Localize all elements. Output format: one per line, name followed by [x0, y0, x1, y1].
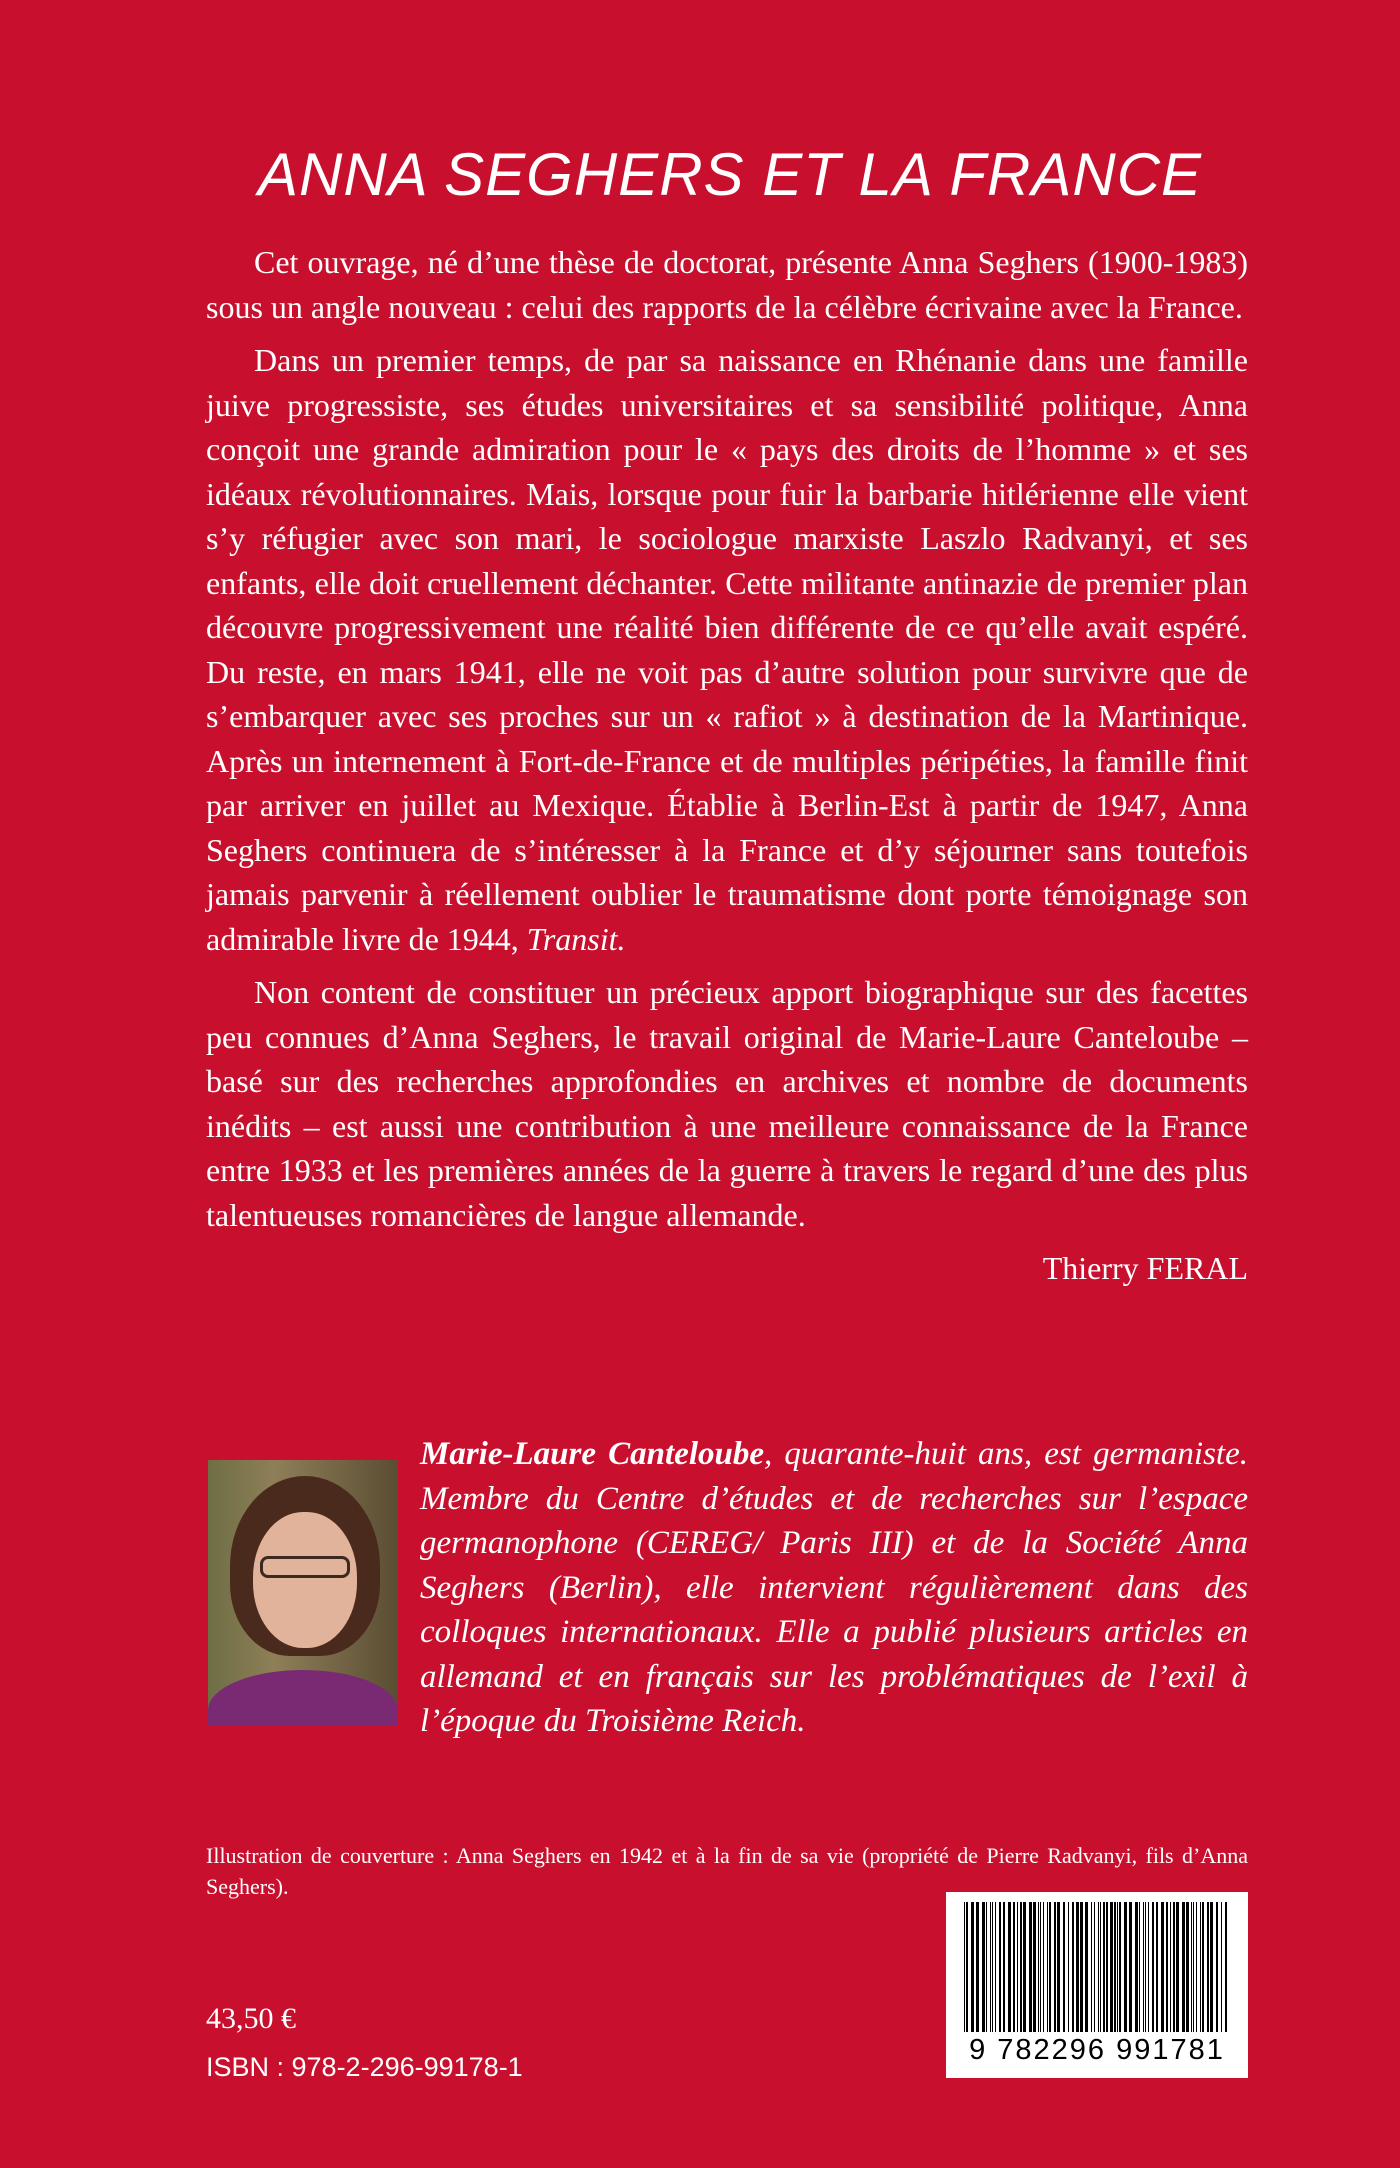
barcode-bar [1047, 1902, 1048, 2032]
barcode-bar [1135, 1902, 1138, 2032]
barcode-bar [999, 1902, 1001, 2032]
barcode-bar [1103, 1902, 1105, 2032]
barcode-bar [1054, 1902, 1056, 2032]
transit-title: Transit. [526, 920, 626, 957]
barcode-bar [1110, 1902, 1113, 2032]
barcode-bar [1100, 1902, 1101, 2032]
barcode-bar [1200, 1902, 1201, 2032]
barcode-bar [1029, 1902, 1032, 2032]
barcode-bar [1221, 1902, 1222, 2032]
barcode-bar [990, 1902, 991, 2032]
paragraph-1: Cet ouvrage, né d’une thèse de doctorat, présente Anna Seghers (1900-1983) sous un angle nouveau : celui des rapports de la célèbre écrivaine avec la France. [206, 244, 1248, 325]
barcode-bar [1161, 1902, 1164, 2032]
barcode-bar [1193, 1902, 1194, 2032]
barcode-bar [1020, 1902, 1022, 2032]
signature: Thierry FERAL [1042, 1250, 1248, 1286]
barcode-bars [964, 1902, 1230, 2032]
barcode-bar [976, 1902, 979, 2032]
barcode-bar [1152, 1902, 1154, 2032]
barcode-bar [1068, 1902, 1069, 2032]
author-photo [208, 1460, 398, 1726]
barcode-bar [1166, 1902, 1168, 2032]
barcode-bar [1023, 1902, 1026, 2032]
barcode-bar [1091, 1902, 1092, 2032]
barcode-bar [1003, 1902, 1005, 2032]
paragraph-3: Non content de constituer un précieux apport biographique sur des facettes peu connues d’Anna Seghers, le travail original de Marie-Laure Canteloube – basé sur des recherches approfondies en archives et nombre de documents inédits – est aussi une contribution à une meilleure connaissance de la France entre 1933 et les premières années de la guerre à travers le regard d’une des plus talentueuses romancières de langue allemande. [206, 974, 1248, 1233]
barcode-bar [964, 1902, 965, 2032]
barcode-bar [1143, 1902, 1144, 2032]
barcode-bar [1063, 1902, 1065, 2032]
barcode-bar [1156, 1902, 1158, 2032]
barcode-bar [1202, 1902, 1204, 2032]
barcode-bar [966, 1902, 968, 2032]
back-cover-text [206, 240, 1248, 1291]
barcode-bar [971, 1902, 974, 2032]
barcode-bar [1040, 1902, 1041, 2032]
barcode-bar [1033, 1902, 1036, 2032]
barcode-bar [1196, 1902, 1197, 2032]
barcode-bar [1098, 1902, 1099, 2032]
price: 43,50 € [206, 2002, 296, 2035]
barcode-bar [1085, 1902, 1088, 2032]
barcode [946, 1892, 1248, 2078]
barcode-bar [1080, 1902, 1083, 2032]
barcode-bar [1114, 1902, 1116, 2032]
barcode-bar [1225, 1902, 1227, 2032]
barcode-bar [1191, 1902, 1192, 2032]
barcode-bar [1008, 1902, 1011, 2032]
barcode-bar [1094, 1902, 1095, 2032]
barcode-bar [1210, 1902, 1213, 2032]
barcode-bar [986, 1902, 987, 2032]
barcode-bar [1043, 1902, 1044, 2032]
author-bio [206, 1432, 1248, 1744]
barcode-bar [982, 1902, 985, 2032]
isbn: ISBN : 978-2-296-99178-1 [206, 2052, 523, 2082]
book-title: ANNA SEGHERS ET LA FRANCE [258, 141, 1203, 208]
barcode-bar [1049, 1902, 1051, 2032]
barcode-bar [995, 1902, 996, 2032]
author-name: Marie-Laure Canteloube [420, 1436, 764, 1472]
barcode-bar [1117, 1902, 1118, 2032]
barcode-bar [1186, 1902, 1189, 2032]
barcode-bar [1173, 1902, 1175, 2032]
barcode-bar [1057, 1902, 1060, 2032]
barcode-bar [1072, 1902, 1074, 2032]
barcode-bar [1182, 1902, 1185, 2032]
barcode-bar [1148, 1902, 1149, 2032]
barcode-bar [1207, 1902, 1209, 2032]
barcode-bar [1124, 1902, 1127, 2032]
barcode-bar [1013, 1902, 1015, 2032]
paragraph-2-text: Dans un premier temps, de par sa naissance en Rhénanie dans une famille juive progressiste, ses études universitaires et sa sensibilité politique, Anna conçoit une grande admiration pour le « pays des droits de l’homme » et ses idéaux révolutionnaires. Mais, lorsque pour fuir la barbarie hitlérienne elle vient s’y réfugier avec son mari, le sociologue marxiste Laszlo Radvanyi, et ses enfants, elle doit cruellement déchanter. Cette militante antinazie de premier plan découvre progressivement une réalité bien différente de ce qu’elle avait espéré. Du reste, en mars 1941, elle ne voit pas d’autre solution pour survivre que de s’embarquer avec ses proches sur un « rafiot » à destination de la Martinique. Après un internement à Fort-de-France et de multiples péripéties, la famille finit par arriver en juillet au Mexique. Établie à Berlin-Est à partir de 1947, Anna Seghers continuera de s’intéresser à la France et d’y séjourner sans toutefois jamais parvenir à réellement oublier le traumatisme dont porte témoignage son admirable livre de 1944, [206, 342, 1248, 957]
author-bio-text: , quarante-huit ans, est germaniste. Membre du Centre d’études et de recherches sur l’espace germanophone (CEREG/ Paris III) et de la Société Anna Seghers (Berlin), elle intervient régulièrement dans des colloques internationaux. Elle a publié plusieurs articles en allemand et en français sur les problématiques de l’exil à l’époque du Troisième Reich. [420, 1436, 1248, 1739]
paragraph-2 [206, 338, 1248, 961]
barcode-bar [1139, 1902, 1140, 2032]
barcode-bar [1216, 1902, 1218, 2032]
barcode-digits: 9 782296 991781 [969, 2034, 1225, 2066]
barcode-bar [992, 1902, 993, 2032]
barcode-bar [1106, 1902, 1108, 2032]
barcode-bar [1119, 1902, 1121, 2032]
barcode-bar [1145, 1902, 1146, 2032]
barcode-bar [1176, 1902, 1179, 2032]
barcode-bar [1129, 1902, 1132, 2032]
barcode-bar [1076, 1902, 1079, 2032]
barcode-bar [1017, 1902, 1018, 2032]
barcode-bar [1038, 1902, 1039, 2032]
cover-illustration-credit: Illustration de couverture : Anna Seghers en 1942 et à la fin de sa vie (propriété de Pierre Radvanyi, fils d’Anna Seghers). [206, 1843, 1248, 1899]
barcode-bar [1170, 1902, 1171, 2032]
